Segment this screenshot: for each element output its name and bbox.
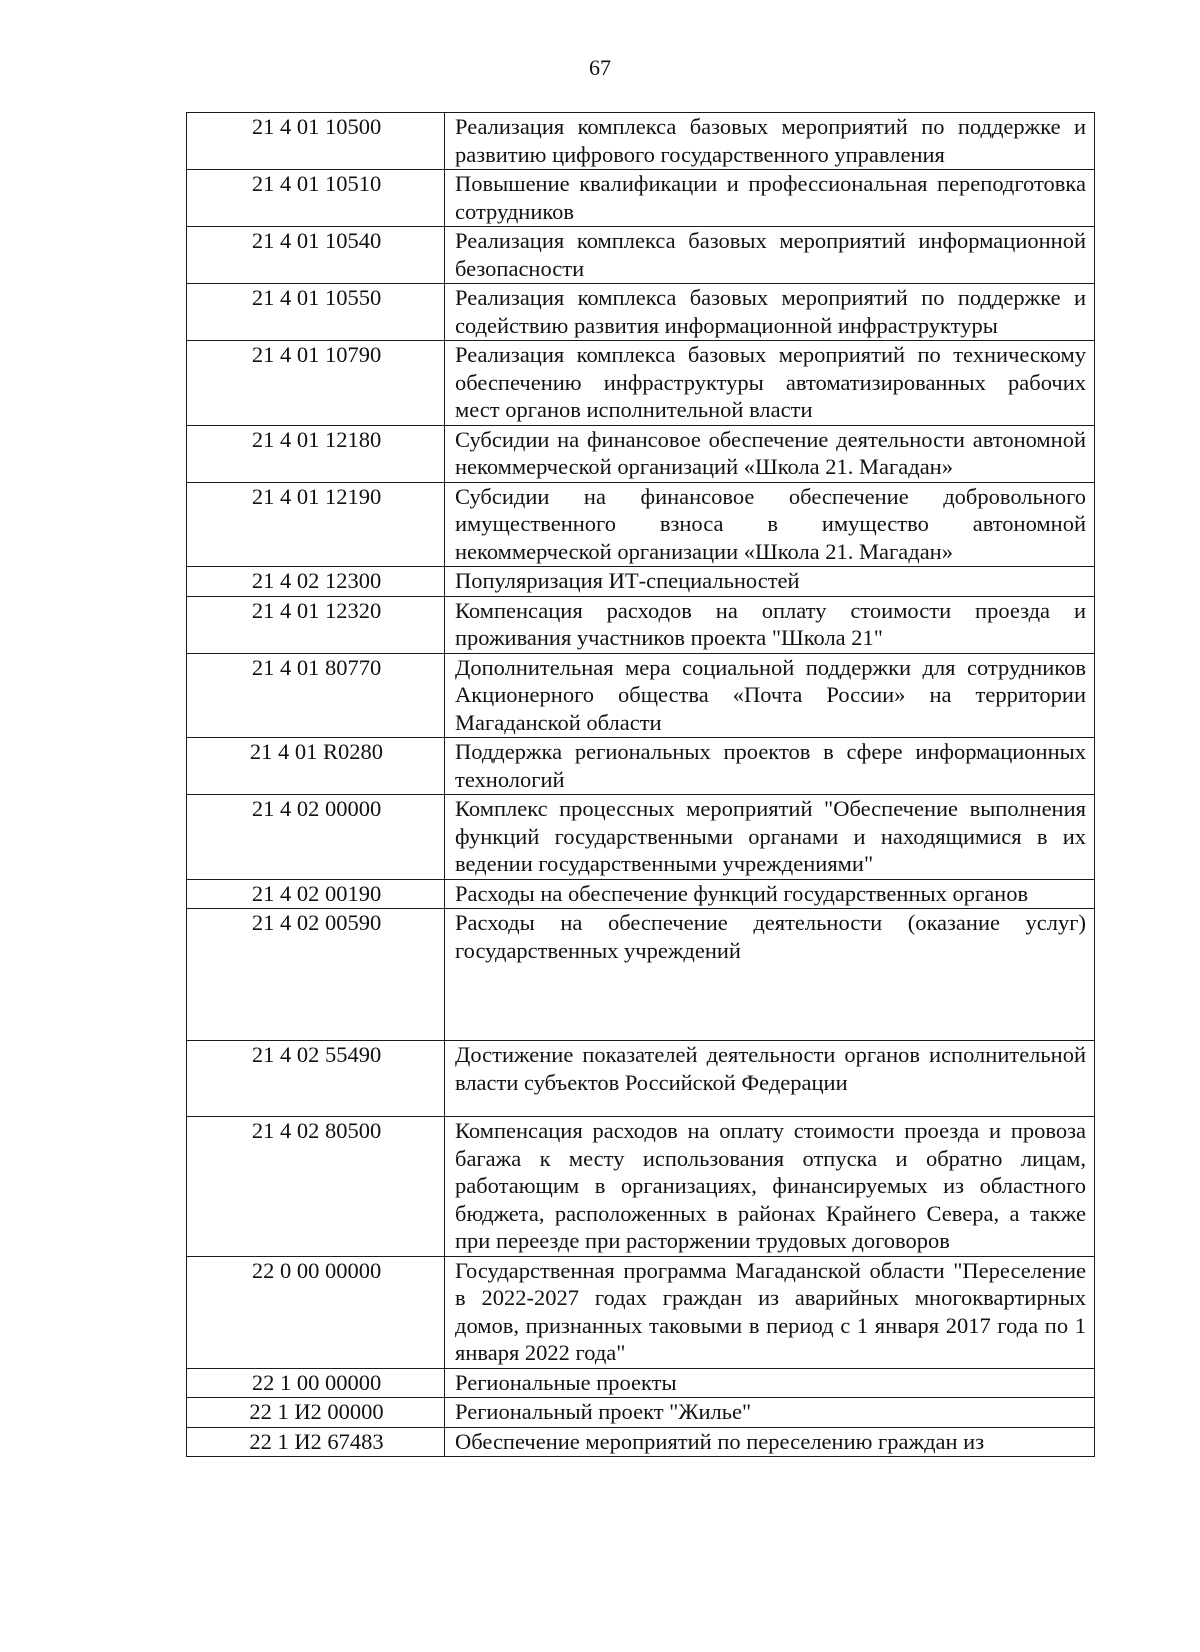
row-code: 22 1 И2 00000	[187, 1398, 445, 1428]
row-description: Реализация комплекса базовых мероприятий по техническому обеспечению инфраструктуры автоматизированных рабочих мест органов исполнительной власти	[445, 341, 1095, 426]
row-description: Поддержка региональных проектов в сфере информационных технологий	[445, 738, 1095, 795]
row-code: 21 4 02 00590	[187, 909, 445, 1041]
table-row	[187, 170, 1095, 227]
row-description: Компенсация расходов на оплату стоимости проезда и проживания участников проекта "Школа 21"	[445, 596, 1095, 653]
row-description: Субсидии на финансовое обеспечение добровольного имущественного взноса в имущество автономной некоммерческой организации «Школа 21. Магадан»	[445, 482, 1095, 567]
row-description: Расходы на обеспечение деятельности (оказание услуг) государственных учреждений	[445, 909, 1095, 1041]
table-row	[187, 1368, 1095, 1398]
table-row	[187, 1256, 1095, 1368]
table-row	[187, 738, 1095, 795]
row-description: Региональный проект "Жилье"	[445, 1398, 1095, 1428]
row-description: Обеспечение мероприятий по переселению граждан из	[445, 1427, 1095, 1457]
row-code: 21 4 02 12300	[187, 567, 445, 597]
row-code: 21 4 01 10790	[187, 341, 445, 426]
row-code: 22 1 00 00000	[187, 1368, 445, 1398]
row-code: 21 4 02 55490	[187, 1041, 445, 1117]
table-row	[187, 879, 1095, 909]
row-description: Государственная программа Магаданской области "Переселение в 2022-2027 годах граждан из аварийных многоквартирных домов, признанных таковыми в период с 1 января 2017 года по 1 января 2022 года"	[445, 1256, 1095, 1368]
table-row	[187, 113, 1095, 170]
table-row	[187, 1398, 1095, 1428]
table-row	[187, 341, 1095, 426]
row-code: 21 4 01 80770	[187, 653, 445, 738]
row-code: 21 4 01 10550	[187, 284, 445, 341]
table-row	[187, 482, 1095, 567]
row-description: Реализация комплекса базовых мероприятий по поддержке и содействию развития информационной инфраструктуры	[445, 284, 1095, 341]
row-code: 21 4 01 10540	[187, 227, 445, 284]
row-code: 21 4 01 10510	[187, 170, 445, 227]
table-row	[187, 653, 1095, 738]
row-code: 22 1 И2 67483	[187, 1427, 445, 1457]
row-code: 21 4 01 R0280	[187, 738, 445, 795]
row-description: Популяризация ИТ-специальностей	[445, 567, 1095, 597]
row-description: Расходы на обеспечение функций государственных органов	[445, 879, 1095, 909]
row-description: Достижение показателей деятельности органов исполнительной власти субъектов Российской Федерации	[445, 1041, 1095, 1117]
row-description: Повышение квалификации и профессиональная переподготовка сотрудников	[445, 170, 1095, 227]
budget-codes-table	[186, 112, 1095, 1457]
row-code: 21 4 02 80500	[187, 1117, 445, 1257]
row-description: Субсидии на финансовое обеспечение деятельности автономной некоммерческой организаций «Школа 21. Магадан»	[445, 425, 1095, 482]
row-code: 21 4 01 12180	[187, 425, 445, 482]
table-row	[187, 227, 1095, 284]
row-description: Компенсация расходов на оплату стоимости проезда и провоза багажа к месту использования отпуска и обратно лицам, работающим в организациях, финансируемых из областного бюджета, расположенных в районах Крайнего Севера, а также при переезде при расторжении трудовых договоров	[445, 1117, 1095, 1257]
row-code: 21 4 01 12190	[187, 482, 445, 567]
row-code: 22 0 00 00000	[187, 1256, 445, 1368]
table-row	[187, 909, 1095, 1041]
row-description: Реализация комплекса базовых мероприятий по поддержке и развитию цифрового государственного управления	[445, 113, 1095, 170]
table-row	[187, 596, 1095, 653]
row-description: Комплекс процессных мероприятий "Обеспечение выполнения функций государственными органами и находящимися в их ведении государственными учреждениями"	[445, 795, 1095, 880]
row-code: 21 4 02 00000	[187, 795, 445, 880]
table-row	[187, 284, 1095, 341]
page-number: 67	[589, 55, 611, 80]
row-description: Региональные проекты	[445, 1368, 1095, 1398]
table-row	[187, 795, 1095, 880]
row-code: 21 4 01 10500	[187, 113, 445, 170]
table-row	[187, 1427, 1095, 1457]
row-code: 21 4 01 12320	[187, 596, 445, 653]
table-row	[187, 567, 1095, 597]
row-code: 21 4 02 00190	[187, 879, 445, 909]
table-row	[187, 1117, 1095, 1257]
row-description: Реализация комплекса базовых мероприятий информационной безопасности	[445, 227, 1095, 284]
table-row	[187, 425, 1095, 482]
row-description: Дополнительная мера социальной поддержки для сотрудников Акционерного общества «Почта России» на территории Магаданской области	[445, 653, 1095, 738]
table-row	[187, 1041, 1095, 1117]
